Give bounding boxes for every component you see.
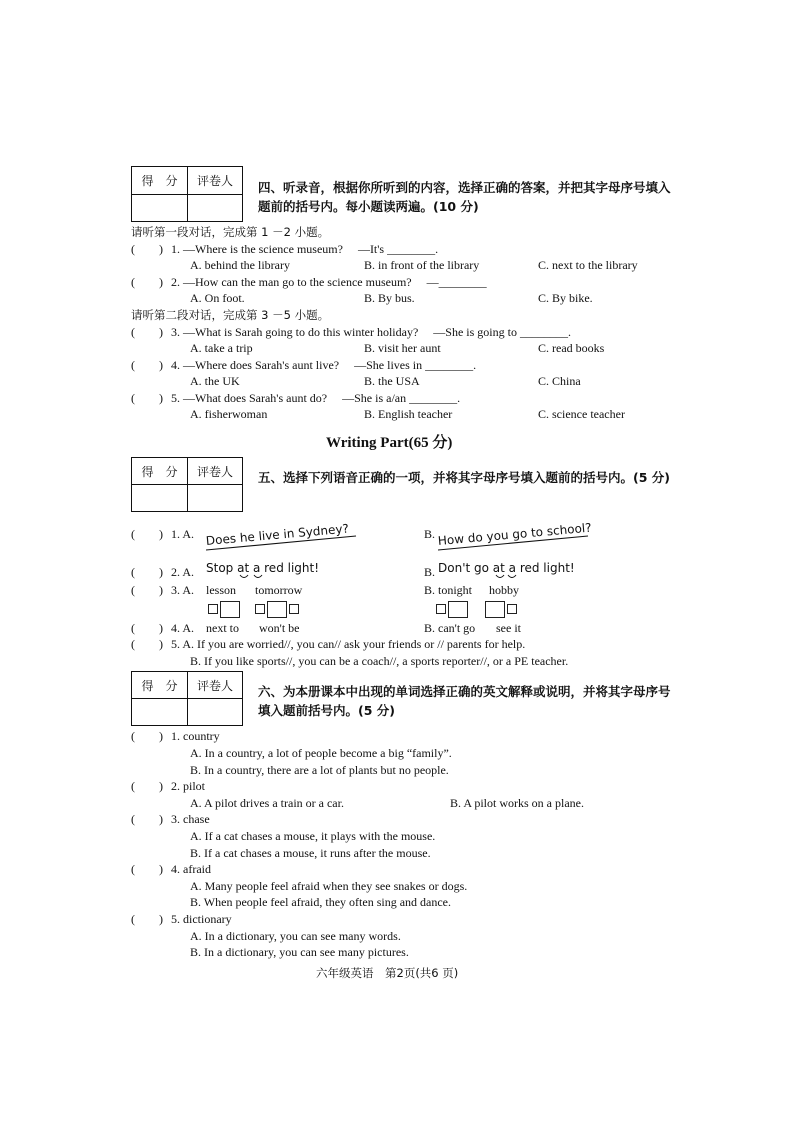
option-4-1-a: A. behind the library xyxy=(190,258,290,272)
answer-paren-6-3[interactable]: ( ) xyxy=(131,812,163,826)
section-5-heading: 五、选择下列语音正确的一项，并将其字母序号填入题前的括号内。(5 分) xyxy=(258,470,670,485)
vocab-6-4-b: B. When people feel afraid, they often sing and dance. xyxy=(190,895,452,909)
option-5-1-b-label: B. xyxy=(424,527,436,541)
stress-word-a2: tomorrow xyxy=(255,583,303,597)
grader-cell[interactable] xyxy=(188,485,243,512)
score-cell[interactable] xyxy=(132,485,188,512)
pause-sentence-b: B. If you like sports//, you can be a coach//, a sports reporter//, or a PE teacher. xyxy=(190,654,569,668)
stress-pattern-a1 xyxy=(206,600,240,618)
option-4-1-b: B. in front of the library xyxy=(364,258,480,272)
option-4-3-b: B. visit her aunt xyxy=(364,341,441,355)
grader-cell[interactable] xyxy=(188,195,243,222)
option-4-3-c: C. read books xyxy=(538,341,605,355)
option-4-3-a: A. take a trip xyxy=(190,341,253,355)
option-4-1-c: C. next to the library xyxy=(538,258,638,272)
question-5-3-num: 3. A. xyxy=(171,583,195,597)
stress-pattern-b2 xyxy=(485,600,519,618)
grader-label: 评卷人 xyxy=(188,672,243,699)
score-label: 得 分 xyxy=(132,672,188,699)
question-5-2-num: 2. A. xyxy=(171,565,195,579)
liaison-b-2 xyxy=(438,558,583,580)
stress-word-a1: lesson xyxy=(206,583,236,597)
phrase-a2: won't be xyxy=(259,621,300,635)
stress-pattern-b1 xyxy=(434,600,468,618)
phrase-b1: can't go xyxy=(438,621,476,635)
answer-paren-5-3[interactable]: ( ) xyxy=(131,583,163,597)
question-5-1-num: 1. A. xyxy=(171,527,195,541)
score-table-6 xyxy=(131,671,243,726)
question-4-3-stem: 3. —What is Sarah going to do this winter holiday? —She is going to ________. xyxy=(171,325,571,339)
question-4-5-stem: 5. —What does Sarah's aunt do? —She is a/an ________. xyxy=(171,391,461,405)
question-4-1-stem: 1. —Where is the science museum? —It's ________. xyxy=(171,242,439,256)
answer-paren-4-3[interactable]: ( ) xyxy=(131,325,163,339)
intonation-b-1 xyxy=(438,518,593,552)
answer-paren-4-1[interactable]: ( ) xyxy=(131,242,163,256)
writing-part-title: Writing Part(65 分) xyxy=(326,435,453,451)
answer-paren-5-2[interactable]: ( ) xyxy=(131,565,163,579)
option-5-4-b-label: B. xyxy=(424,621,436,635)
stress-word-b1: tonight xyxy=(438,583,473,597)
answer-paren-6-2[interactable]: ( ) xyxy=(131,779,163,793)
option-5-3-b-label: B. xyxy=(424,583,436,597)
option-4-2-a: A. On foot. xyxy=(190,291,245,305)
score-cell[interactable] xyxy=(132,699,188,726)
vocab-word-5: 5. dictionary xyxy=(171,912,232,926)
stress-word-b2: hobby xyxy=(489,583,519,597)
score-cell[interactable] xyxy=(132,195,188,222)
score-label: 得 分 xyxy=(132,167,188,195)
grader-label: 评卷人 xyxy=(188,458,243,485)
section-6-heading: 六、为本册课本中出现的单词选择正确的英文解释或说明，并将其字母序号填入题前括号内。(5 分) xyxy=(258,684,671,718)
answer-paren-6-4[interactable]: ( ) xyxy=(131,862,163,876)
section-4-intro-1: 请听第一段对话，完成第 1 －2 小题。 xyxy=(131,225,330,239)
section-4-heading: 四、听录音，根据你所听到的内容，选择正确的答案，并把其字母序号填入题前的括号内。每小题读两遍。(10 分) xyxy=(258,180,671,214)
liaison-mark-icon xyxy=(438,558,583,580)
answer-paren-5-1[interactable]: ( ) xyxy=(131,527,163,541)
option-4-2-c: C. By bike. xyxy=(538,291,593,305)
score-table-5 xyxy=(131,457,243,512)
question-5-4-num: 4. A. xyxy=(171,621,195,635)
vocab-6-1-a: A. In a country, a lot of people become a big “family”. xyxy=(190,746,452,760)
option-5-2-b-label: B. xyxy=(424,565,436,579)
vocab-6-2-b: B. A pilot works on a plane. xyxy=(450,796,584,810)
vocab-word-3: 3. chase xyxy=(171,812,210,826)
vocab-6-5-b: B. In a dictionary, you can see many pictures. xyxy=(190,945,409,959)
vocab-word-2: 2. pilot xyxy=(171,779,206,793)
vocab-word-4: 4. afraid xyxy=(171,862,211,876)
option-4-4-a: A. the UK xyxy=(190,374,240,388)
vocab-6-2-a: A. A pilot drives a train or a car. xyxy=(190,796,344,810)
answer-paren-5-4[interactable]: ( ) xyxy=(131,621,163,635)
option-4-2-b: B. By bus. xyxy=(364,291,415,305)
option-4-5-b: B. English teacher xyxy=(364,407,453,421)
phrase-b2: see it xyxy=(496,621,521,635)
option-4-5-c: C. science teacher xyxy=(538,407,625,421)
vocab-word-1: 1. country xyxy=(171,729,220,743)
stress-pattern-a2 xyxy=(253,600,301,618)
question-4-4-stem: 4. —Where does Sarah's aunt live? —She lives in ________. xyxy=(171,358,477,372)
liaison-a-2 xyxy=(206,558,321,580)
vocab-6-1-b: B. In a country, there are a lot of plants but no people. xyxy=(190,763,449,777)
liaison-sentence-a: Stop at a red light! xyxy=(206,561,320,575)
answer-paren-6-1[interactable]: ( ) xyxy=(131,729,163,743)
answer-paren-4-5[interactable]: ( ) xyxy=(131,391,163,405)
grader-label: 评卷人 xyxy=(188,167,243,195)
vocab-6-4-a: A. Many people feel afraid when they see snakes or dogs. xyxy=(190,879,468,893)
phrase-a1: next to xyxy=(206,621,239,635)
option-4-5-a: A. fisherwoman xyxy=(190,407,268,421)
vocab-6-5-a: A. In a dictionary, you can see many words. xyxy=(190,929,401,943)
answer-paren-4-4[interactable]: ( ) xyxy=(131,358,163,372)
answer-paren-5-5[interactable]: ( ) xyxy=(131,637,163,651)
liaison-mark-icon xyxy=(206,558,321,580)
option-4-4-c: C. China xyxy=(538,374,581,388)
answer-paren-6-5[interactable]: ( ) xyxy=(131,912,163,926)
pause-sentence-a: 5. A. If you are worried//, you can// ask your friends or // parents for help. xyxy=(171,637,526,651)
intonation-a-1 xyxy=(206,518,361,552)
liaison-sentence-b: Don't go at a red light! xyxy=(438,561,575,575)
option-4-4-b: B. the USA xyxy=(364,374,420,388)
vocab-6-3-a: A. If a cat chases a mouse, it plays with the mouse. xyxy=(190,829,436,843)
score-label: 得 分 xyxy=(132,458,188,485)
answer-paren-4-2[interactable]: ( ) xyxy=(131,275,163,289)
vocab-6-3-b: B. If a cat chases a mouse, it runs after the mouse. xyxy=(190,846,431,860)
rising-intonation-icon xyxy=(206,518,361,552)
score-table-4 xyxy=(131,166,243,222)
rising-intonation-icon xyxy=(438,518,593,552)
section-4-intro-2: 请听第二段对话，完成第 3 －5 小题。 xyxy=(131,308,330,322)
grader-cell[interactable] xyxy=(188,699,243,726)
page-footer: 六年级英语 第2页(共6 页) xyxy=(316,966,459,980)
intonation-sentence-a: Does he live in Sydney? xyxy=(205,521,350,548)
intonation-sentence-b: How do you go to school? xyxy=(437,520,593,548)
question-4-2-stem: 2. —How can the man go to the science museum? —________ xyxy=(171,275,487,289)
